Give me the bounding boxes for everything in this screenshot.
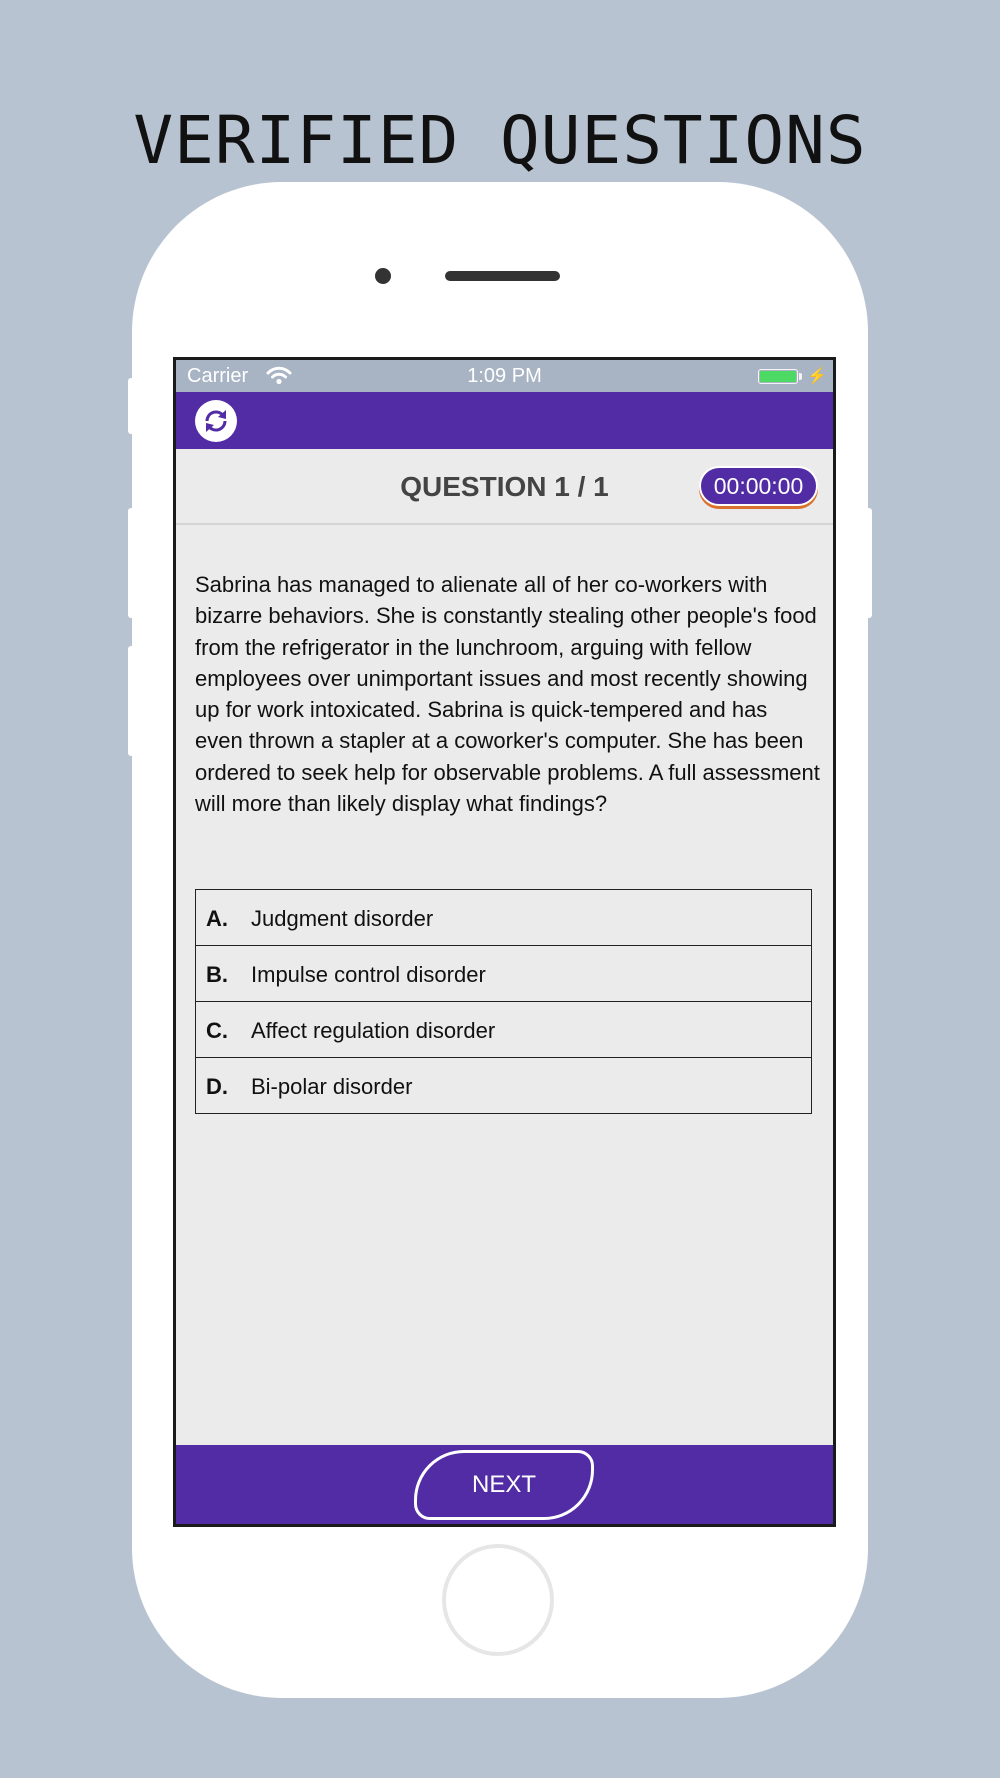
answer-text: Impulse control disorder [251, 962, 486, 987]
question-text: Sabrina has managed to alienate all of her co-workers with bizarre behaviors. She is constantly stealing other people's food from the refrigerator in the lunchroom, arguing with fellow employees over unimportant issues and most recently showing up for work intoxicated. Sabrina is quick-tempered and has even thrown a stapler at a coworker's computer. She has been ordered to seek help for observable problems. A full assessment will more than likely display what findings? [195, 572, 820, 817]
answer-option-d[interactable] [195, 1057, 812, 1114]
status-bar [176, 360, 833, 392]
earpiece-speaker [445, 271, 560, 281]
top-nav-bar [176, 392, 833, 449]
power-button [866, 508, 872, 618]
answer-text: Judgment disorder [251, 906, 434, 931]
refresh-button[interactable] [195, 400, 237, 442]
carrier-label: Carrier [187, 365, 249, 387]
timer-badge: 00:00:00 [699, 466, 818, 506]
answer-list [195, 889, 812, 1114]
bolt-icon: ⚡ [807, 368, 827, 385]
answer-letter: A. [206, 906, 228, 931]
bottom-bar [176, 1445, 833, 1524]
refresh-icon [200, 405, 232, 437]
banner-title: VERIFIED QUESTIONS [133, 102, 867, 179]
answer-option-b[interactable] [195, 945, 812, 1002]
answer-letter: B. [206, 962, 228, 987]
status-time: 1:09 PM [467, 365, 542, 387]
answer-option-c[interactable] [195, 1001, 812, 1058]
answer-letter: D. [206, 1074, 228, 1099]
answer-text: Bi-polar disorder [251, 1074, 413, 1099]
home-button[interactable] [442, 1544, 554, 1656]
mute-switch [128, 378, 134, 434]
question-counter: QUESTION 1 / 1 [400, 471, 609, 502]
battery-icon [758, 369, 798, 384]
volume-up-button [128, 508, 134, 618]
next-button[interactable]: NEXT [414, 1450, 594, 1520]
app-screen [173, 357, 836, 1527]
question-header [176, 449, 833, 525]
front-camera [375, 268, 391, 284]
answer-text: Affect regulation disorder [251, 1018, 496, 1043]
answer-option-a[interactable] [195, 889, 812, 946]
answer-letter: C. [206, 1018, 228, 1043]
volume-down-button [128, 646, 134, 756]
battery-tip [799, 373, 802, 380]
